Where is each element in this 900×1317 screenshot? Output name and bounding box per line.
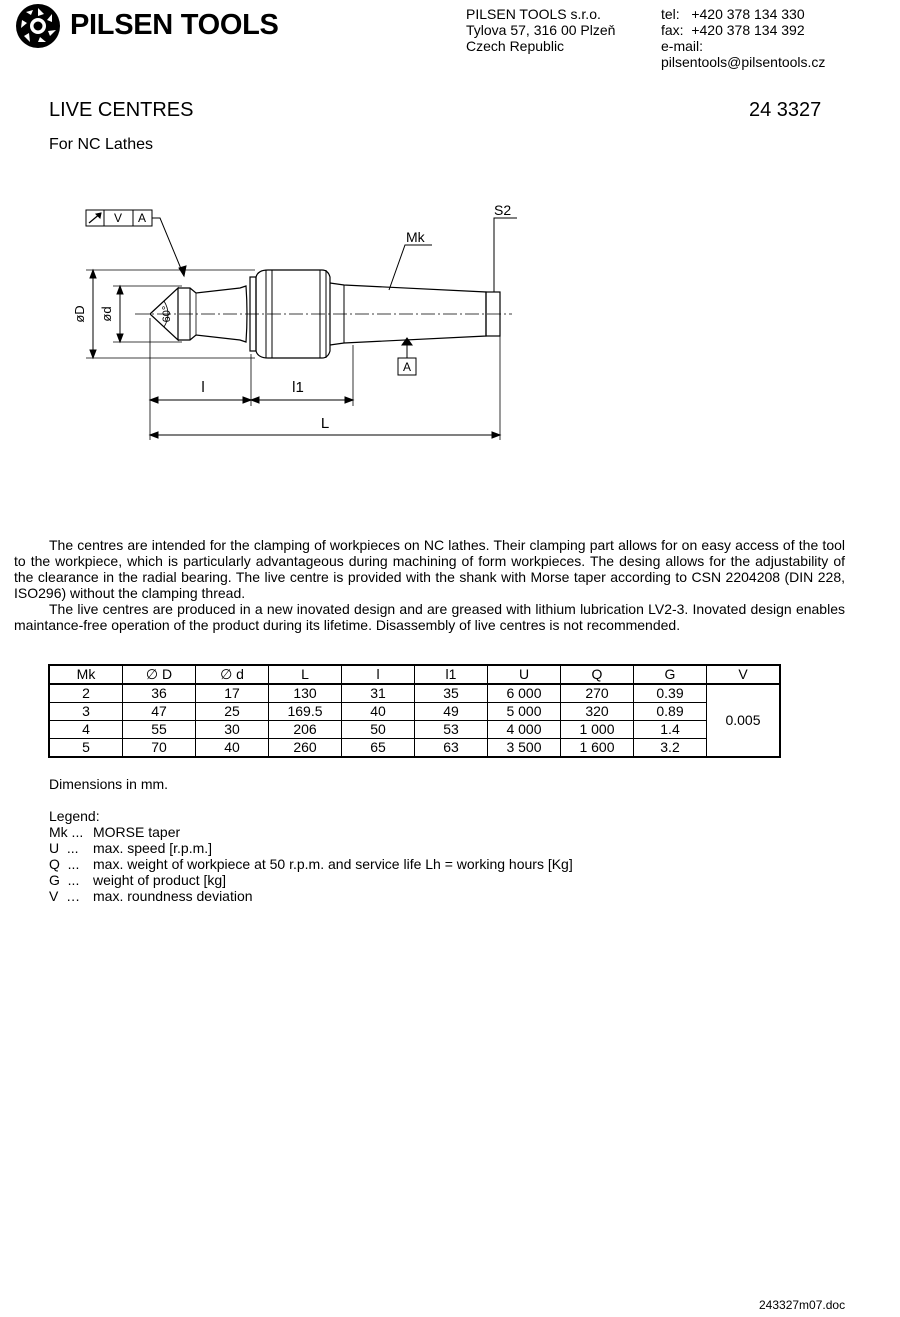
table-cell: 6 000 [488, 684, 561, 703]
legend-text: MORSE taper [93, 824, 181, 840]
datum-label: A [402, 360, 412, 374]
length-l-label: l [201, 379, 205, 396]
legend-item [49, 840, 573, 856]
datum-marker [398, 338, 416, 375]
table-cell: 70 [123, 739, 196, 758]
column-header: Mk [49, 665, 123, 684]
specification-table [48, 664, 781, 758]
description-paragraph: The centres are intended for the clamping of workpieces on NC lathes. Their clamping part allows for on easy access of the tool to the workpiece, which is particularly advantageous during machining of form workpieces. The desing allows for the adjustability of the clearance in the radial bearing. The live centre is provided with the shank with Morse taper according to CSN 2204208 (DIN 228, ISO296) without the clamping thread. [14, 537, 845, 601]
table-cell: 0.89 [634, 703, 707, 721]
runout-tolerance-frame [86, 210, 186, 276]
table-cell: 50 [342, 721, 415, 739]
table-cell: 49 [415, 703, 488, 721]
legend-text: max. roundness deviation [93, 888, 253, 904]
dimensions-note: Dimensions in mm. [49, 776, 169, 792]
page-subtitle: For NC Lathes [49, 136, 154, 153]
legend-key: V … [49, 888, 81, 904]
technical-drawing [0, 190, 560, 450]
table-row [49, 721, 780, 739]
table-cell: 5 000 [488, 703, 561, 721]
table-cell: 130 [269, 684, 342, 703]
gear-cutter-icon [14, 2, 62, 50]
length-l1-label: l1 [292, 379, 304, 396]
column-header: ∅ d [196, 665, 269, 684]
table-cell: 53 [415, 721, 488, 739]
table-cell: 270 [561, 684, 634, 703]
contact-line: fax: +420 378 134 392 [661, 22, 805, 38]
column-header: G [634, 665, 707, 684]
table-cell: 3 [49, 703, 123, 721]
table-cell: 206 [269, 721, 342, 739]
table-cell: 1 600 [561, 739, 634, 758]
table-cell: 40 [342, 703, 415, 721]
table-cell: 31 [342, 684, 415, 703]
table-cell: 30 [196, 721, 269, 739]
table-header-row [49, 665, 780, 684]
length-total-label: L [320, 415, 330, 432]
table-cell: 35 [415, 684, 488, 703]
legend-text: max. speed [r.p.m.] [93, 840, 213, 856]
legend-item [49, 856, 573, 872]
description-paragraph: The live centres are produced in a new inovated design and are greased with lithium lubrication LV2-3. Inovated design enables maintance-free operation of the product during its lifetime. Disassembly of live centres is not recommended. [14, 601, 845, 633]
contact-email[interactable]: pilsentools@pilsentools.cz [661, 54, 826, 70]
morse-taper-label: Mk [406, 229, 425, 245]
table-cell: 17 [196, 684, 269, 703]
table-cell: 320 [561, 703, 634, 721]
column-header: V [707, 665, 781, 684]
legend-key: U ... [49, 840, 79, 856]
company-address [466, 6, 615, 54]
end-size-label: S2 [494, 202, 512, 218]
company-line: Czech Republic [466, 38, 565, 54]
table-cell: 47 [123, 703, 196, 721]
roundness-deviation-cell: 0.005 [707, 684, 781, 757]
legend-key: Mk ... [49, 824, 84, 840]
legend-item [49, 872, 573, 888]
column-header: ∅ D [123, 665, 196, 684]
legend-text: max. weight of workpiece at 50 r.p.m. and service life Lh = working hours [Kg] [93, 856, 573, 872]
table-cell: 3 500 [488, 739, 561, 758]
legend-item [49, 888, 573, 904]
point-angle-label: 60° [161, 305, 173, 323]
table-cell: 25 [196, 703, 269, 721]
column-header: l1 [415, 665, 488, 684]
document-number: 24 3327 [749, 99, 822, 121]
legend-text: weight of product [kg] [93, 872, 227, 888]
column-header: U [488, 665, 561, 684]
table-cell: 4 [49, 721, 123, 739]
company-contact [661, 6, 825, 70]
company-line: Tylova 57, 316 00 Plzeň [466, 22, 616, 38]
table-cell: 169.5 [269, 703, 342, 721]
table-cell: 3.2 [634, 739, 707, 758]
brand-name: PILSEN TOOLS [70, 9, 279, 41]
legend-title: Legend: [49, 808, 100, 824]
outer-diameter-label: øD [72, 305, 87, 323]
inner-diameter-label: ød [99, 306, 114, 322]
legend-item [49, 824, 573, 840]
morse-leader [389, 245, 432, 290]
column-header: l [342, 665, 415, 684]
table-row [49, 703, 780, 721]
column-header: Q [561, 665, 634, 684]
contact-line: tel: +420 378 134 330 [661, 6, 805, 22]
table-cell: 1 000 [561, 721, 634, 739]
runout-tolerance-label: V [113, 211, 123, 225]
end-size-leader [494, 218, 517, 292]
table-cell: 4 000 [488, 721, 561, 739]
table-cell: 36 [123, 684, 196, 703]
column-header: L [269, 665, 342, 684]
table-cell: 63 [415, 739, 488, 758]
table-cell: 2 [49, 684, 123, 703]
table-row [49, 739, 780, 758]
table-cell: 1.4 [634, 721, 707, 739]
file-name-footer: 243327m07.doc [759, 1298, 846, 1312]
table-row [49, 684, 780, 703]
page-title: LIVE CENTRES [49, 99, 194, 121]
legend-key: G ... [49, 872, 80, 888]
table-cell: 5 [49, 739, 123, 758]
product-description [14, 537, 845, 633]
brand-logo [14, 2, 284, 48]
legend-key: Q ... [49, 856, 80, 872]
table-cell: 260 [269, 739, 342, 758]
runout-datum-label: A [137, 211, 147, 225]
table-cell: 0.39 [634, 684, 707, 703]
table-cell: 55 [123, 721, 196, 739]
table-cell: 40 [196, 739, 269, 758]
legend [49, 808, 573, 904]
company-line: PILSEN TOOLS s.r.o. [466, 6, 601, 22]
table-cell: 65 [342, 739, 415, 758]
contact-line: e-mail: [661, 38, 704, 54]
